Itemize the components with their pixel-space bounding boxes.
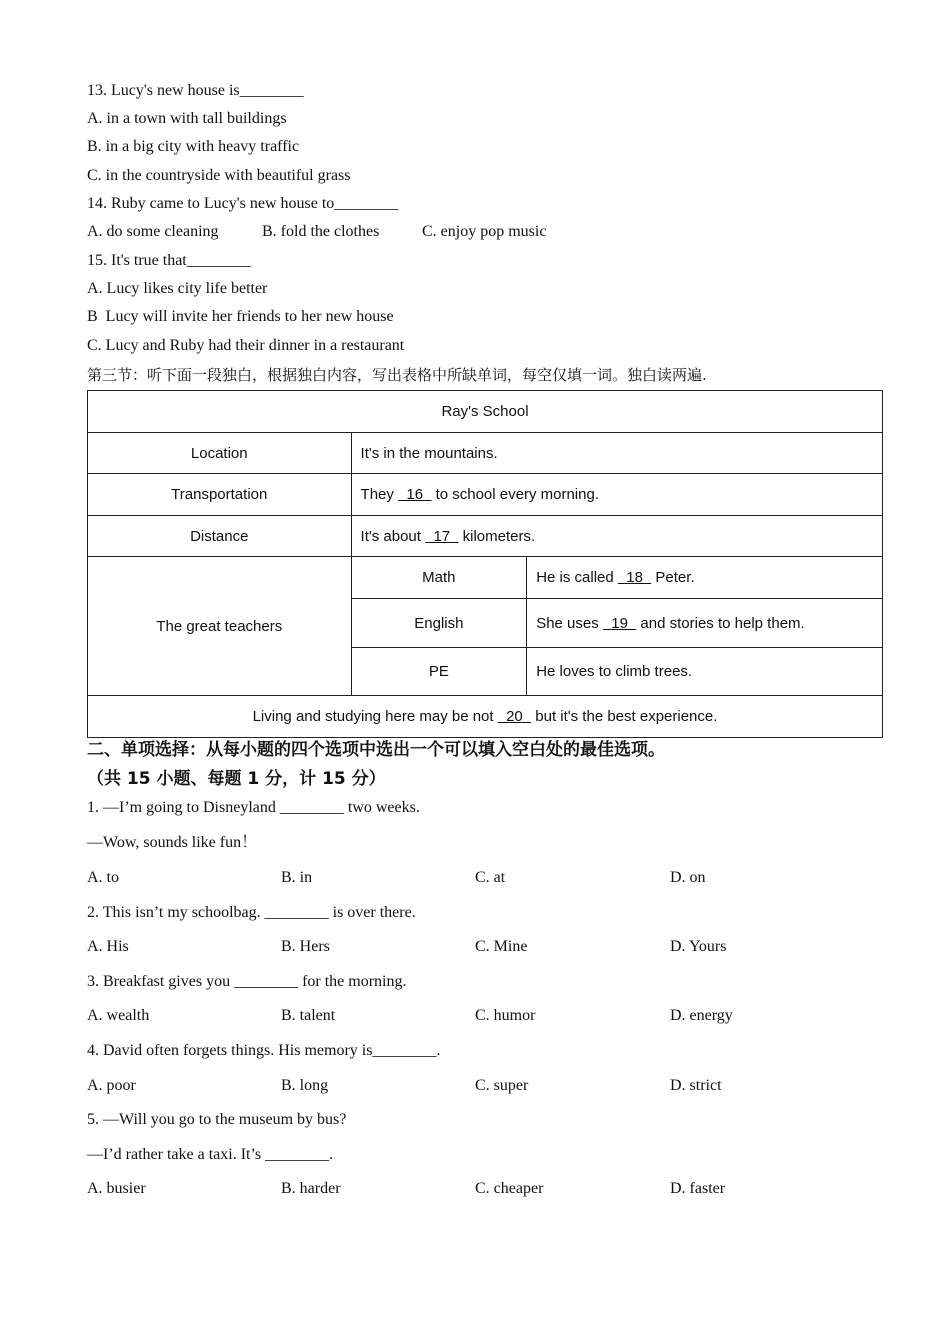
pe-value: He loves to climb trees. [527, 648, 883, 696]
q2-option-b: B. Hers [281, 938, 330, 955]
q1-option-b: B. in [281, 869, 313, 886]
english-subject: English [351, 599, 527, 648]
q5-line1: 5. —Will you go to the museum by bus? [87, 1111, 347, 1128]
blank-18[interactable]: 18 [617, 569, 652, 586]
location-value: It's in the mountains. [351, 433, 882, 474]
q3-option-c: C. humor [475, 1007, 536, 1024]
q15-option-a: A. Lucy likes city life better [87, 280, 268, 297]
q1-option-a: A. to [87, 869, 119, 886]
math-pre: He is called [536, 569, 618, 586]
q13-stem: 13. Lucy's new house is________ [87, 82, 304, 99]
q1-line1: 1. —I’m going to Disneyland ________ two weeks. [87, 799, 420, 816]
blank-17[interactable]: 17 [425, 527, 459, 545]
english-pre: She uses [536, 614, 603, 632]
distance-label: Distance [88, 516, 352, 557]
q4-line1: 4. David often forgets things. His memory is________. [87, 1042, 441, 1059]
q15-option-c: C. Lucy and Ruby had their dinner in a restaurant [87, 337, 405, 354]
q3-option-d: D. energy [670, 1007, 733, 1024]
q2-option-a: A. His [87, 938, 129, 955]
distance-pre: It's about [360, 527, 426, 545]
q5-option-d: D. faster [670, 1180, 726, 1197]
q14-stem: 14. Ruby came to Lucy's new house to________ [87, 195, 399, 212]
q5-line2: —I’d rather take a taxi. It’s ________. [87, 1146, 334, 1163]
q4-option-d: D. strict [670, 1077, 722, 1094]
blank-19[interactable]: 19 [602, 614, 637, 632]
q14-option-b: B. fold the clothes [262, 223, 380, 240]
q4-option-b: B. long [281, 1077, 329, 1094]
blank-20[interactable]: 20 [497, 708, 532, 725]
q13-option-c: C. in the countryside with beautiful grass [87, 167, 351, 184]
math-post: Peter. [651, 569, 695, 586]
q4-option-a: A. poor [87, 1077, 136, 1094]
transportation-label: Transportation [88, 474, 352, 516]
section3-instruction: 第三节：听下面一段独白，根据独白内容，写出表格中所缺单词，每空仅填一词。独白读两遍. [87, 366, 707, 384]
q4-option-c: C. super [475, 1077, 529, 1094]
table-footer [88, 696, 883, 738]
q3-option-a: A. wealth [87, 1007, 150, 1024]
pe-subject: PE [351, 648, 527, 696]
q13-option-a: A. in a town with tall buildings [87, 110, 287, 127]
q3-line1: 3. Breakfast gives you ________ for the morning. [87, 973, 407, 990]
rays-school-table [87, 390, 883, 738]
q1-option-d: D. on [670, 869, 706, 886]
q13-option-b: B. in a big city with heavy traffic [87, 138, 300, 155]
english-value [527, 599, 883, 648]
location-label: Location [88, 433, 352, 474]
q2-option-c: C. Mine [475, 938, 528, 955]
q5-option-b: B. harder [281, 1180, 341, 1197]
q15-stem: 15. It's true that________ [87, 252, 251, 269]
q5-option-c: C. cheaper [475, 1180, 544, 1197]
q2-option-d: D. Yours [670, 938, 727, 955]
q1-option-c: C. at [475, 869, 506, 886]
transportation-value [351, 474, 882, 516]
teachers-label: The great teachers [88, 557, 352, 696]
transportation-post: to school every morning. [431, 486, 599, 503]
table-title: Ray's School [88, 391, 883, 433]
q5-option-a: A. busier [87, 1180, 146, 1197]
footer-pre: Living and studying here may be not [252, 708, 498, 725]
q14-option-c: C. enjoy pop music [422, 223, 547, 240]
math-subject: Math [351, 557, 527, 599]
part2-heading: 二、单项选择：从每小题的四个选项中选出一个可以填入空白处的最佳选项。 [87, 740, 665, 760]
footer-post: but it's the best experience. [531, 708, 718, 725]
q15-option-b: B Lucy will invite her friends to her new house [87, 308, 394, 325]
transportation-pre: They [360, 486, 399, 503]
distance-value [351, 516, 882, 557]
blank-16[interactable]: 16 [398, 486, 432, 503]
q2-line1: 2. This isn’t my schoolbag. ________ is over there. [87, 904, 416, 921]
english-post: and stories to help them. [636, 614, 805, 632]
q14-option-a: A. do some cleaning [87, 223, 219, 240]
distance-post: kilometers. [458, 527, 536, 545]
q1-line2: —Wow, sounds like fun！ [87, 834, 258, 851]
math-value [527, 557, 883, 599]
part2-subheading: （共 15 小题、每题 1 分，计 15 分） [87, 769, 386, 789]
q3-option-b: B. talent [281, 1007, 336, 1024]
